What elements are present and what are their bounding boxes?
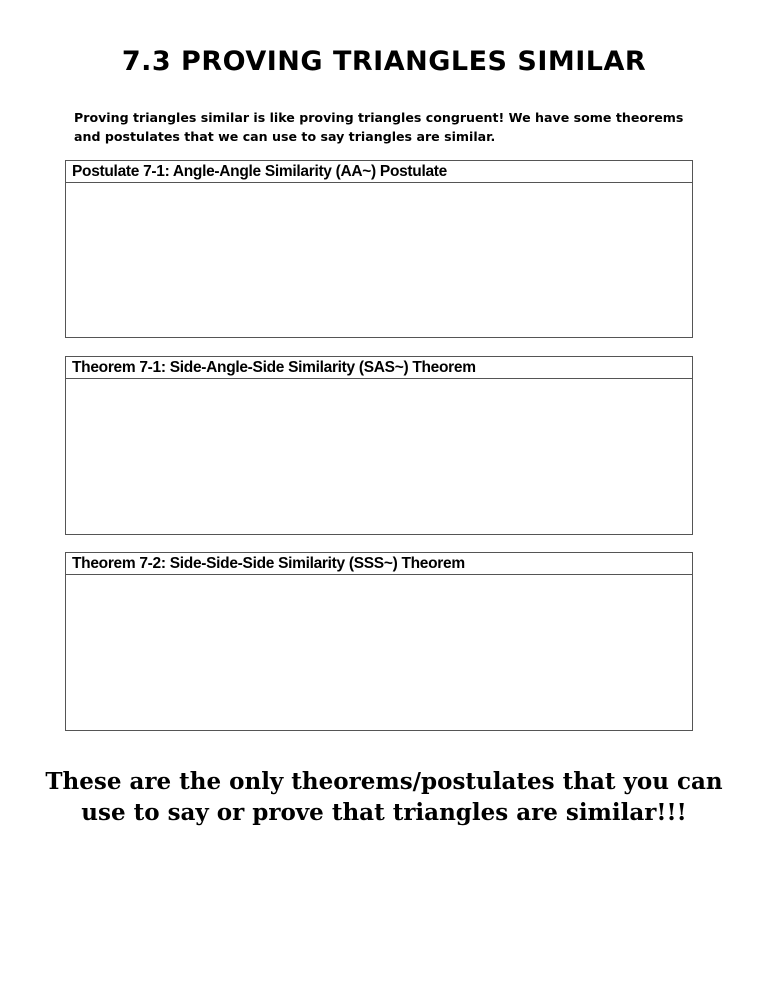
page-title: 7.3 PROVING TRIANGLES SIMILAR	[121, 46, 647, 77]
postulate-aa-header: Postulate 7-1: Angle-Angle Similarity (AA~) Postulate	[66, 161, 692, 183]
theorem-sss-header: Theorem 7-2: Side-Side-Side Similarity (SSS~) Theorem	[66, 553, 692, 575]
theorem-sas-box	[65, 356, 693, 535]
theorem-sss-box	[65, 552, 693, 731]
theorem-sas-header: Theorem 7-1: Side-Angle-Side Similarity (SAS~) Theorem	[66, 357, 692, 379]
closing-statement: These are the only theorems/postulates that you can use to say or prove that triangles are similar!!!	[45, 768, 723, 826]
postulate-aa-box	[65, 160, 693, 338]
intro-paragraph: Proving triangles similar is like proving triangles congruent! We have some theorems and postulates that we can use to say triangles are similar.	[74, 110, 684, 144]
